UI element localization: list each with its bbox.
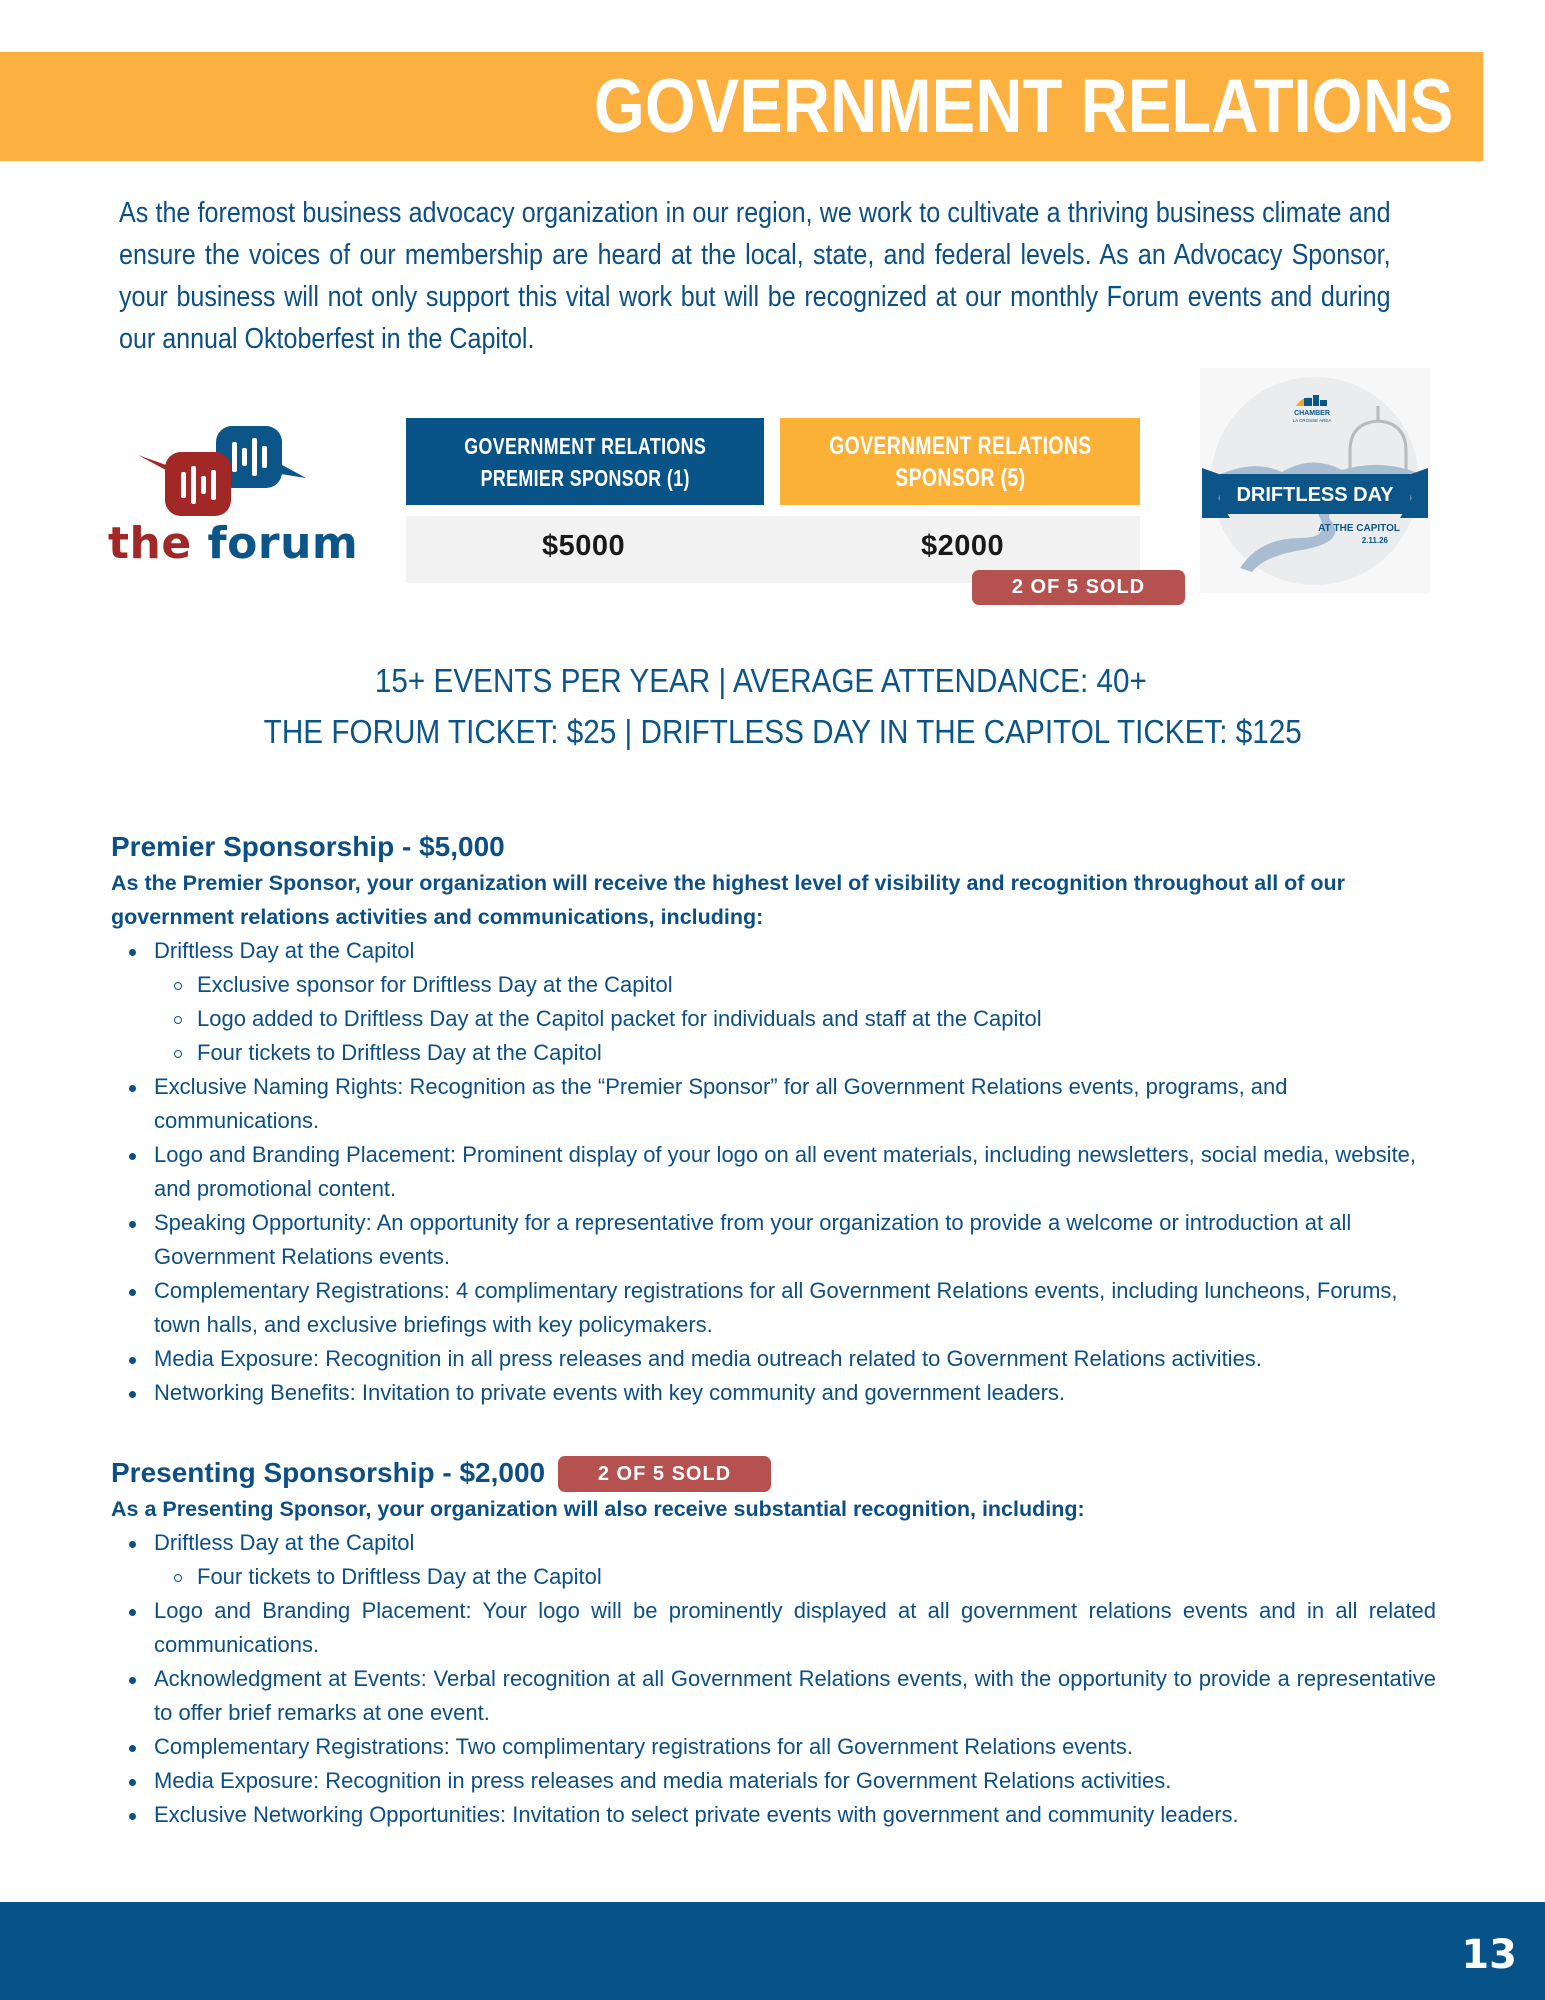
list-item: Networking Benefits: Invitation to private events with key community and government leaders. <box>111 1376 1436 1410</box>
sub-list-item: Exclusive sponsor for Driftless Day at the Capitol <box>111 968 1436 1002</box>
presenting-sponsorship-section <box>111 1454 1436 1832</box>
list-item: Media Exposure: Recognition in all press releases and media outreach related to Government Relations activities. <box>111 1342 1436 1376</box>
price-sponsor: $2000 <box>921 530 1005 562</box>
presenting-lead: As a Presenting Sponsor, your organization will also receive substantial recognition, including: <box>111 1497 1085 1521</box>
premier-sponsorship-section <box>111 828 1436 1410</box>
tier-sponsor-line2: SPONSOR (5) <box>894 463 1026 492</box>
list-item: Speaking Opportunity: An opportunity for a representative from your organization to provide a welcome or introduction at all Government Relations events. <box>111 1206 1436 1274</box>
sold-status-badge: 2 OF 5 SOLD <box>972 570 1185 605</box>
page-title: GOVERNMENT RELATIONS <box>593 64 1453 149</box>
stats-line-events <box>0 662 1533 700</box>
page-number: 13 <box>1461 1932 1517 1978</box>
list-item: Acknowledgment at Events: Verbal recognition at all Government Relations events, with the opportunity to provide a representative to offer brief remarks at one event. <box>111 1662 1436 1730</box>
sub-list-item: Four tickets to Driftless Day at the Capitol <box>111 1036 1436 1070</box>
driftless-banner-text: DRIFTLESS DAY <box>1236 484 1394 506</box>
sub-list-item: Logo added to Driftless Day at the Capitol packet for individuals and staff at the Capitol <box>111 1002 1436 1036</box>
presenting-heading: Presenting Sponsorship - $2,000 <box>111 1457 546 1488</box>
presenting-benefits-list <box>111 1526 1436 1832</box>
premier-heading: Premier Sponsorship - $5,000 <box>111 831 505 862</box>
tier-sponsor-line1: GOVERNMENT RELATIONS <box>828 431 1092 460</box>
speech-bubbles-icon <box>108 420 338 520</box>
list-item: Exclusive Naming Rights: Recognition as the “Premier Sponsor” for all Government Relations events, programs, and communications. <box>111 1070 1436 1138</box>
driftless-day-emblem-icon <box>1200 368 1430 593</box>
list-item: Driftless Day at the Capitol <box>111 1526 1436 1560</box>
list-item: Exclusive Networking Opportunities: Invitation to select private events with government and community leaders. <box>111 1798 1436 1832</box>
intro-text: As the foremost business advocacy organization in our region, we work to cultivate a thriving business climate and ensure the voices of our membership are heard at the local, state, and federal levels. As an Advocacy Sponsor, your business will not only support this vital work but will be recognized at our monthly Forum events and during our annual Oktoberfest in the Capitol. <box>119 197 1391 355</box>
stats-line-tickets <box>10 713 1545 751</box>
tier-premier-line2: PREMIER SPONSOR (1) <box>480 464 690 491</box>
list-item: Media Exposure: Recognition in press releases and media materials for Government Relations activities. <box>111 1764 1436 1798</box>
presenting-sold-badge: 2 OF 5 SOLD <box>558 1456 771 1492</box>
tier-header-premier <box>406 418 764 505</box>
footer-bar <box>0 1902 1545 2000</box>
tier-header-sponsor <box>780 418 1140 505</box>
driftless-day-logo <box>1200 368 1430 593</box>
price-premier: $5000 <box>542 530 626 562</box>
list-item: Logo and Branding Placement: Your logo will be prominently displayed at all government relations events and in all related communications. <box>111 1594 1436 1662</box>
stats-events-text: 15+ EVENTS PER YEAR | AVERAGE ATTENDANCE: 40+ <box>374 662 1147 699</box>
list-item: Driftless Day at the Capitol <box>111 934 1436 968</box>
tier-premier-line1: GOVERNMENT RELATIONS <box>464 432 706 459</box>
forum-word-the: the <box>108 518 192 569</box>
forum-wordmark <box>108 518 358 569</box>
list-item: Logo and Branding Placement: Prominent display of your logo on all event materials, including newsletters, social media, website, and promotional content. <box>111 1138 1436 1206</box>
chamber-name: CHAMBER <box>1294 410 1330 417</box>
sub-list-item: Four tickets to Driftless Day at the Capitol <box>111 1560 1436 1594</box>
forum-word-forum: forum <box>207 518 359 569</box>
stats-tickets-text: THE FORUM TICKET: $25 | DRIFTLESS DAY IN THE CAPITOL TICKET: $125 <box>263 713 1302 750</box>
intro-paragraph <box>119 192 1391 360</box>
chamber-location: LA CROSSE AREA <box>1292 418 1332 423</box>
list-item: Complementary Registrations: 4 complimentary registrations for all Government Relations events, including luncheons, Forums, town halls, and exclusive briefings with key policymakers. <box>111 1274 1436 1342</box>
premier-lead: As the Premier Sponsor, your organization will receive the highest level of visibility and recognition throughout all of our government relations activities and communications, including: <box>111 871 1346 929</box>
driftless-subtitle: AT THE CAPITOL <box>1318 523 1400 534</box>
title-banner <box>0 52 1483 161</box>
the-forum-logo <box>108 420 359 570</box>
list-item: Complementary Registrations: Two complimentary registrations for all Government Relations events. <box>111 1730 1436 1764</box>
driftless-date: 2.11.26 <box>1361 536 1388 545</box>
premier-benefits-list <box>111 934 1436 1410</box>
